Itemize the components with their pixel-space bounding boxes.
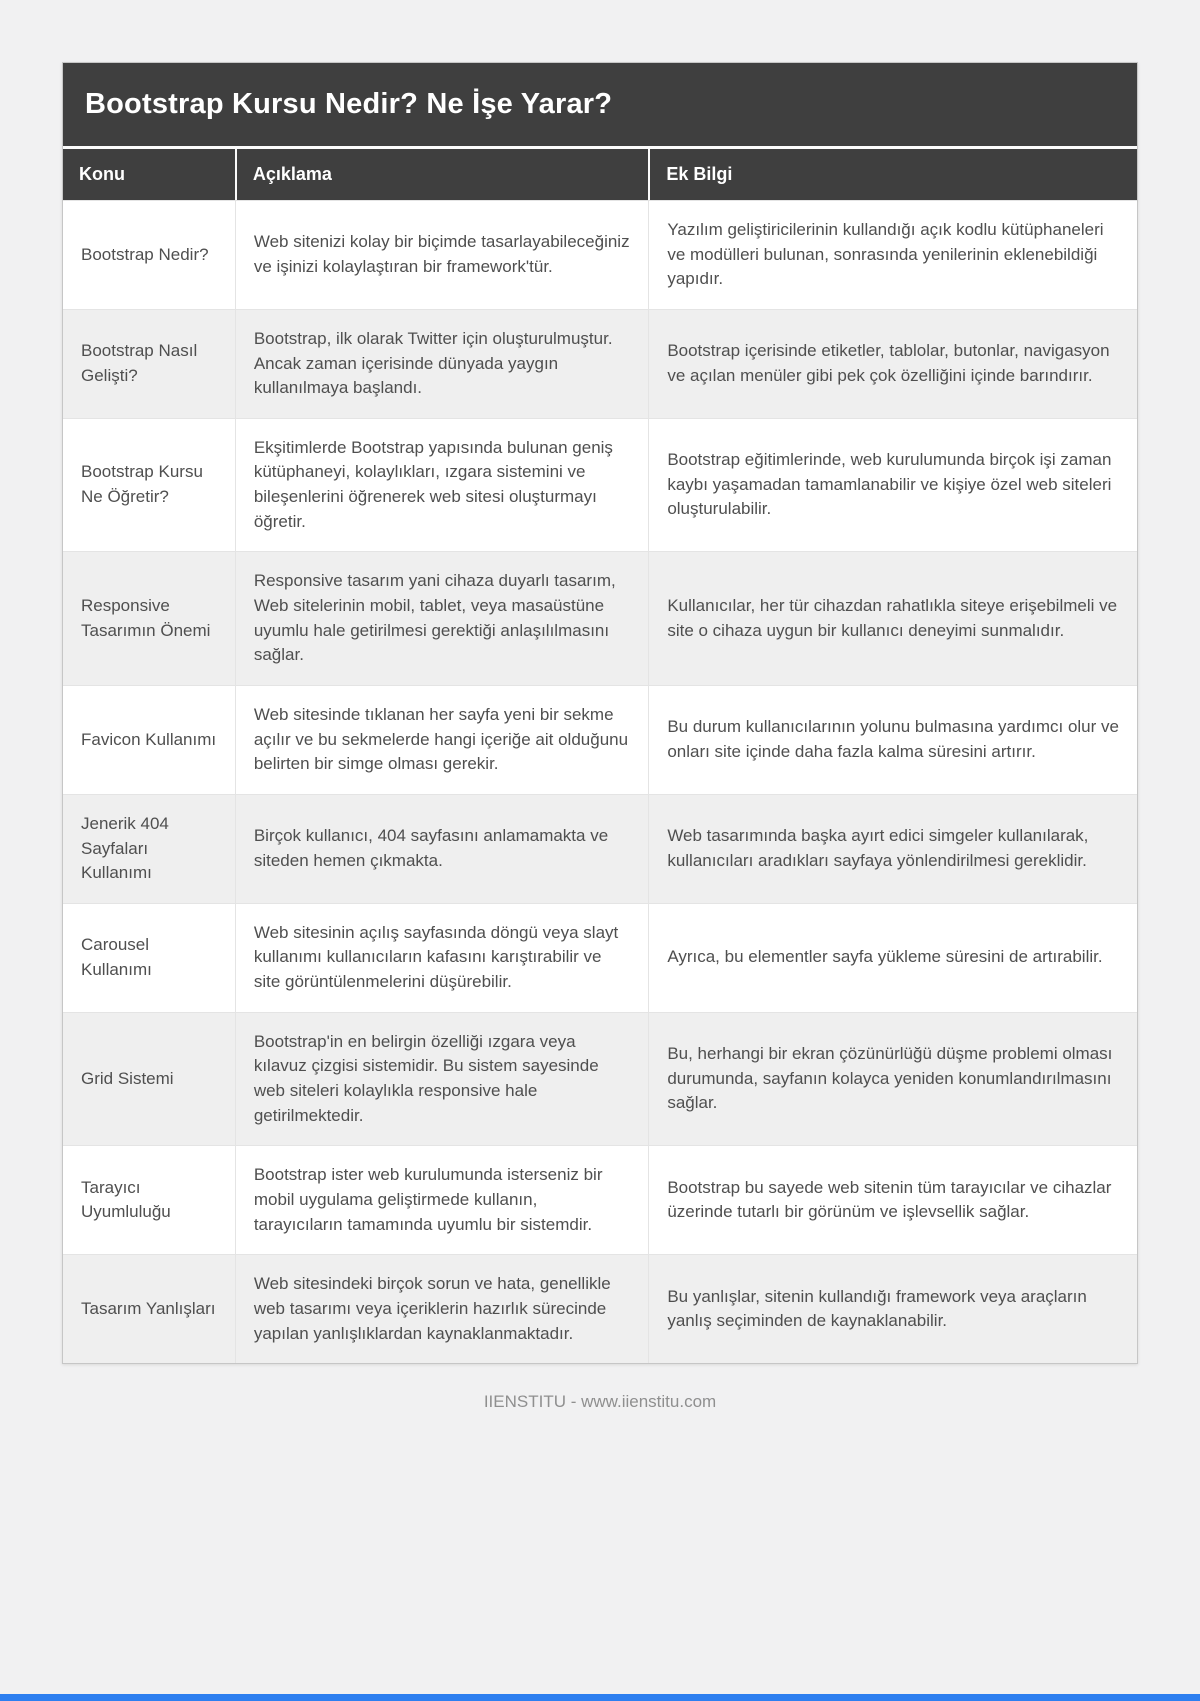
description-cell: Birçok kullanıcı, 404 sayfasını anlamamakta ve siteden hemen çıkmakta.: [235, 794, 648, 903]
table-row: [63, 309, 1137, 418]
data-table: [63, 146, 1137, 1363]
extra-info-cell: Bu, herhangi bir ekran çözünürlüğü düşme problemi olması durumunda, sayfanın kolayca yeniden konumlandırılmasını sağlar.: [648, 1012, 1137, 1146]
table-row: [63, 1145, 1137, 1254]
description-cell: Bootstrap ister web kurulumunda isterseniz bir mobil uygulama geliştirmede kullanın, tarayıcıların tamamında uyumlu bir sistemdir.: [235, 1145, 648, 1254]
description-cell: Web sitesindeki birçok sorun ve hata, genellikle web tasarımı veya içeriklerin hazırlık sürecinde yapılan yanlışlıklardan kaynaklanmaktadır.: [235, 1254, 648, 1363]
description-cell: Web sitesinin açılış sayfasında döngü veya slayt kullanımı kullanıcıların kafasını karıştırabilir ve site görüntülenmelerini düşürebilir.: [235, 903, 648, 1012]
table-body: [63, 200, 1137, 1363]
topic-cell: Carousel Kullanımı: [63, 903, 235, 1012]
column-header: Konu: [63, 146, 235, 200]
description-cell: Bootstrap'in en belirgin özelliği ızgara veya kılavuz çizgisi sistemidir. Bu sistem sayesinde web siteleri kolaylıkla responsive hale getirilmektedir.: [235, 1012, 648, 1146]
description-cell: Web sitenizi kolay bir biçimde tasarlayabileceğiniz ve işinizi kolaylaştıran bir framework'tür.: [235, 200, 648, 309]
extra-info-cell: Bootstrap eğitimlerinde, web kurulumunda birçok işi zaman kaybı yaşamadan tamamlanabilir ve kişiye özel web siteleri oluşturulabilir.: [648, 418, 1137, 552]
description-cell: Bootstrap, ilk olarak Twitter için oluşturulmuştur. Ancak zaman içerisinde dünyada yaygın kullanılmaya başlandı.: [235, 309, 648, 418]
topic-cell: Favicon Kullanımı: [63, 685, 235, 794]
extra-info-cell: Web tasarımında başka ayırt edici simgeler kullanılarak, kullanıcıları aradıkları sayfaya yönlendirilmesi gereklidir.: [648, 794, 1137, 903]
table-row: [63, 418, 1137, 552]
page-footer: IIENSTITU - www.iienstitu.com: [483, 1392, 717, 1412]
topic-cell: Tarayıcı Uyumluluğu: [63, 1145, 235, 1254]
page-title: Bootstrap Kursu Nedir? Ne İşe Yarar?: [63, 63, 1137, 146]
topic-cell: Jenerik 404 Sayfaları Kullanımı: [63, 794, 235, 903]
article-card: [62, 62, 1138, 1364]
table-header-row: [63, 146, 1137, 200]
column-header: Açıklama: [235, 146, 648, 200]
table-row: [63, 551, 1137, 685]
table-row: [63, 903, 1137, 1012]
bottom-accent-bar: [0, 1694, 1200, 1701]
extra-info-cell: Bootstrap bu sayede web sitenin tüm tarayıcılar ve cihazlar üzerinde tutarlı bir görünüm ve işlevsellik sağlar.: [648, 1145, 1137, 1254]
extra-info-cell: Bu durum kullanıcılarının yolunu bulmasına yardımcı olur ve onları site içinde daha fazla kalma süresini artırır.: [648, 685, 1137, 794]
description-cell: Ekşitimlerde Bootstrap yapısında bulunan geniş kütüphaneyi, kolaylıkları, ızgara sistemini ve bileşenlerini öğrenerek web sitesi oluşturmayı öğretir.: [235, 418, 648, 552]
topic-cell: Bootstrap Nasıl Gelişti?: [63, 309, 235, 418]
table-row: [63, 1012, 1137, 1146]
extra-info-cell: Yazılım geliştiricilerinin kullandığı açık kodlu kütüphaneleri ve modülleri bulunan, sonrasında yenilerinin eklenebildiği yapıdır.: [648, 200, 1137, 309]
topic-cell: Grid Sistemi: [63, 1012, 235, 1146]
description-cell: Responsive tasarım yani cihaza duyarlı tasarım, Web sitelerinin mobil, tablet, veya masaüstüne uyumlu hale getirilmesi gerektiği anlaşılılmasını sağlar.: [235, 551, 648, 685]
table-row: [63, 685, 1137, 794]
column-header: Ek Bilgi: [648, 146, 1137, 200]
extra-info-cell: Bu yanlışlar, sitenin kullandığı framework veya araçların yanlış seçiminden de kaynaklanabilir.: [648, 1254, 1137, 1363]
topic-cell: Responsive Tasarımın Önemi: [63, 551, 235, 685]
description-cell: Web sitesinde tıklanan her sayfa yeni bir sekme açılır ve bu sekmelerde hangi içeriğe ait olduğunu belirten bir simge olması gerekir.: [235, 685, 648, 794]
topic-cell: Bootstrap Kursu Ne Öğretir?: [63, 418, 235, 552]
topic-cell: Bootstrap Nedir?: [63, 200, 235, 309]
table-row: [63, 794, 1137, 903]
extra-info-cell: Kullanıcılar, her tür cihazdan rahatlıkla siteye erişebilmeli ve site o cihaza uygun bir kullanıcı deneyimi sunmalıdır.: [648, 551, 1137, 685]
extra-info-cell: Bootstrap içerisinde etiketler, tablolar, butonlar, navigasyon ve açılan menüler gibi pek çok özelliğini içinde barındırır.: [648, 309, 1137, 418]
table-row: [63, 1254, 1137, 1363]
table-row: [63, 200, 1137, 309]
extra-info-cell: Ayrıca, bu elementler sayfa yükleme süresini de artırabilir.: [648, 903, 1137, 1012]
topic-cell: Tasarım Yanlışları: [63, 1254, 235, 1363]
